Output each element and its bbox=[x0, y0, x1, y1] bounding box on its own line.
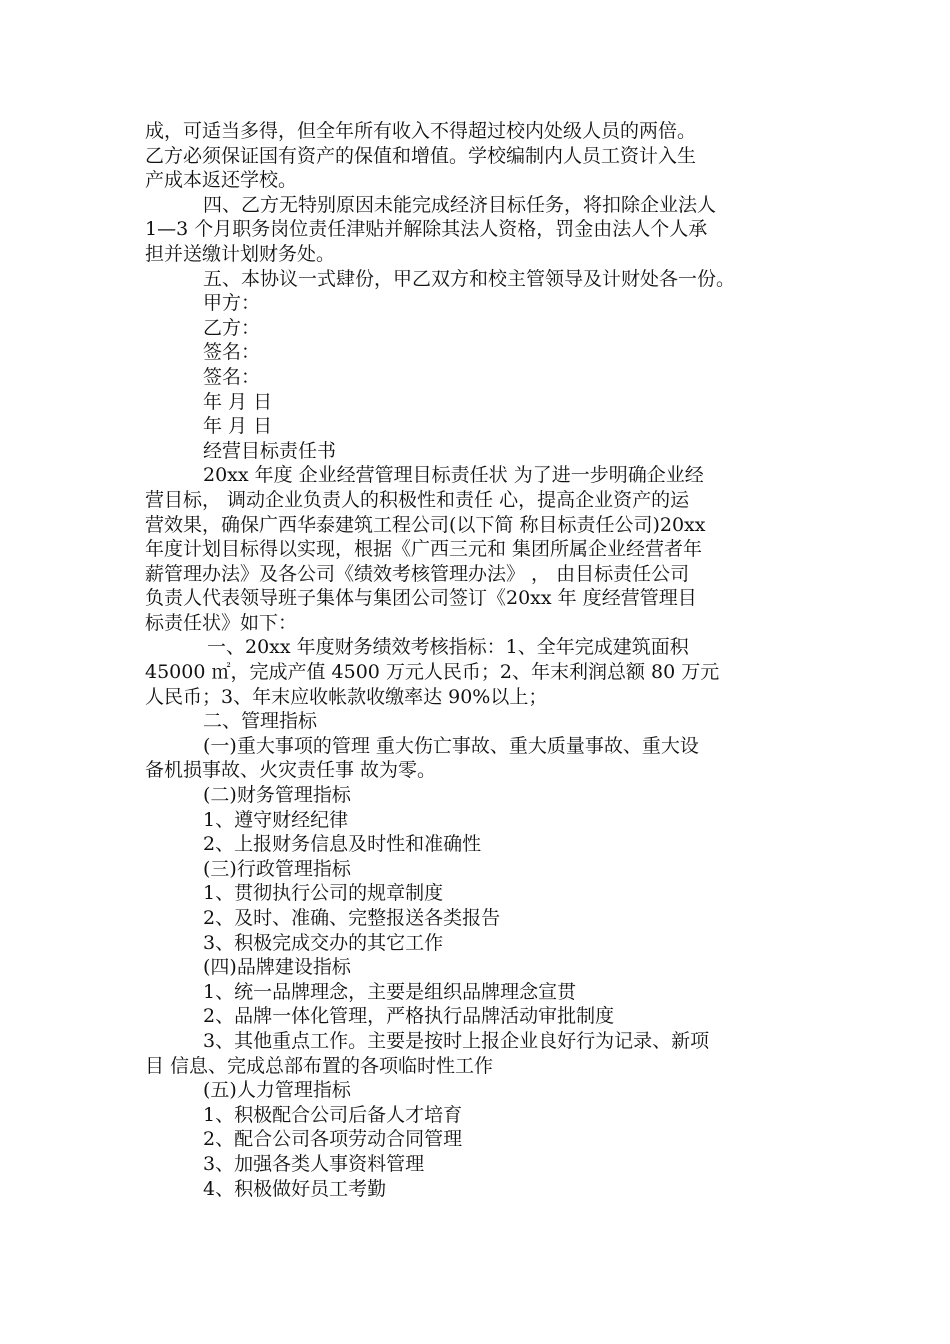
text-line: (三)行政管理指标 bbox=[203, 857, 351, 880]
text-line: 备机损事故、火灾责任事 故为零。 bbox=[145, 759, 437, 782]
text-line: 担并送缴计划财务处。 bbox=[145, 242, 336, 265]
text-line: 负责人代表领导班子集体与集团公司签订《20xx 年 度经营管理目 bbox=[145, 587, 697, 610]
text-line: 乙方： bbox=[203, 316, 261, 339]
text-line: 20xx 年度 企业经营管理目标责任状 为了进一步明确企业经 bbox=[203, 464, 704, 487]
text-line: 1—3 个月职务岗位责任津贴并解除其法人资格，罚金由法人个人承 bbox=[145, 218, 708, 241]
text-line: 45000 ㎡，完成产值 4500 万元人民币；2、年末利润总额 80 万元 bbox=[145, 661, 720, 684]
text-line: 2、上报财务信息及时性和准确性 bbox=[203, 833, 482, 856]
text-line: 五、本协议一式肆份，甲乙双方和校主管领导及计财处各一份。 bbox=[203, 267, 736, 290]
text-line: (二)财务管理指标 bbox=[203, 784, 351, 807]
text-line: 薪管理办法》及各公司《绩效考核管理办法》 ， 由目标责任公司 bbox=[145, 562, 690, 585]
text-line: 经营目标责任书 bbox=[203, 439, 337, 462]
text-line: (五)人力管理指标 bbox=[203, 1079, 351, 1102]
text-line: 年 月 日 bbox=[203, 415, 273, 438]
text-line: 目 信息、完成总部布置的各项临时性工作 bbox=[145, 1054, 494, 1077]
text-line: 1、统一品牌理念，主要是组织品牌理念宣贯 bbox=[203, 980, 577, 1003]
text-line: 营目标， 调动企业负责人的积极性和责任 心，提高企业资产的运 bbox=[145, 488, 690, 511]
text-line: (一)重大事项的管理 重大伤亡事故、重大质量事故、重大设 bbox=[203, 734, 699, 757]
text-line: 产成本返还学校。 bbox=[145, 169, 298, 192]
text-line: 3、加强各类人事资料管理 bbox=[203, 1152, 425, 1175]
document-body bbox=[145, 119, 820, 1201]
text-line: 3、积极完成交办的其它工作 bbox=[203, 931, 444, 954]
text-line: 签名： bbox=[203, 365, 261, 388]
text-line: 成，可适当多得，但全年所有收入不得超过校内处级人员的两倍。 bbox=[145, 120, 697, 142]
text-line: 标责任状》如下： bbox=[145, 611, 298, 634]
text-line: 四、乙方无特别原因未能完成经济目标任务，将扣除企业法人 bbox=[203, 193, 717, 216]
text-line: 2、配合公司各项劳动合同管理 bbox=[203, 1128, 463, 1151]
text-line: 1、积极配合公司后备人才培育 bbox=[203, 1103, 463, 1126]
text-line: 乙方必须保证国有资产的保值和增值。学校编制内人员工资计入生 bbox=[145, 144, 697, 167]
text-line: 二、管理指标 bbox=[203, 710, 318, 733]
text-line: 1、贯彻执行公司的规章制度 bbox=[203, 882, 444, 905]
text-line: 一、20xx 年度财务绩效考核指标：1、全年完成建筑面积 bbox=[207, 636, 689, 659]
text-line: 2、及时、准确、完整报送各类报告 bbox=[203, 907, 501, 929]
text-line: 4、积极做好员工考勤 bbox=[203, 1177, 387, 1200]
text-line: 1、遵守财经纪律 bbox=[203, 808, 349, 831]
text-line: (四)品牌建设指标 bbox=[203, 956, 351, 979]
text-line: 甲方： bbox=[203, 292, 261, 315]
text-line: 年度计划目标得以实现，根据《广西三元和 集团所属企业经营者年 bbox=[145, 538, 703, 561]
text-line: 人民币；3、年末应收帐款收缴率达 90%以上； bbox=[145, 685, 548, 708]
text-line: 年 月 日 bbox=[203, 390, 273, 413]
text-line: 营效果，确保广西华泰建筑工程公司(以下简 称目标责任公司)20xx bbox=[145, 513, 706, 536]
text-line: 签名： bbox=[203, 341, 261, 364]
text-line: 2、品牌一体化管理，严格执行品牌活动审批制度 bbox=[203, 1005, 615, 1028]
text-line: 3、其他重点工作。主要是按时上报企业良好行为记录、新项 bbox=[203, 1029, 710, 1052]
